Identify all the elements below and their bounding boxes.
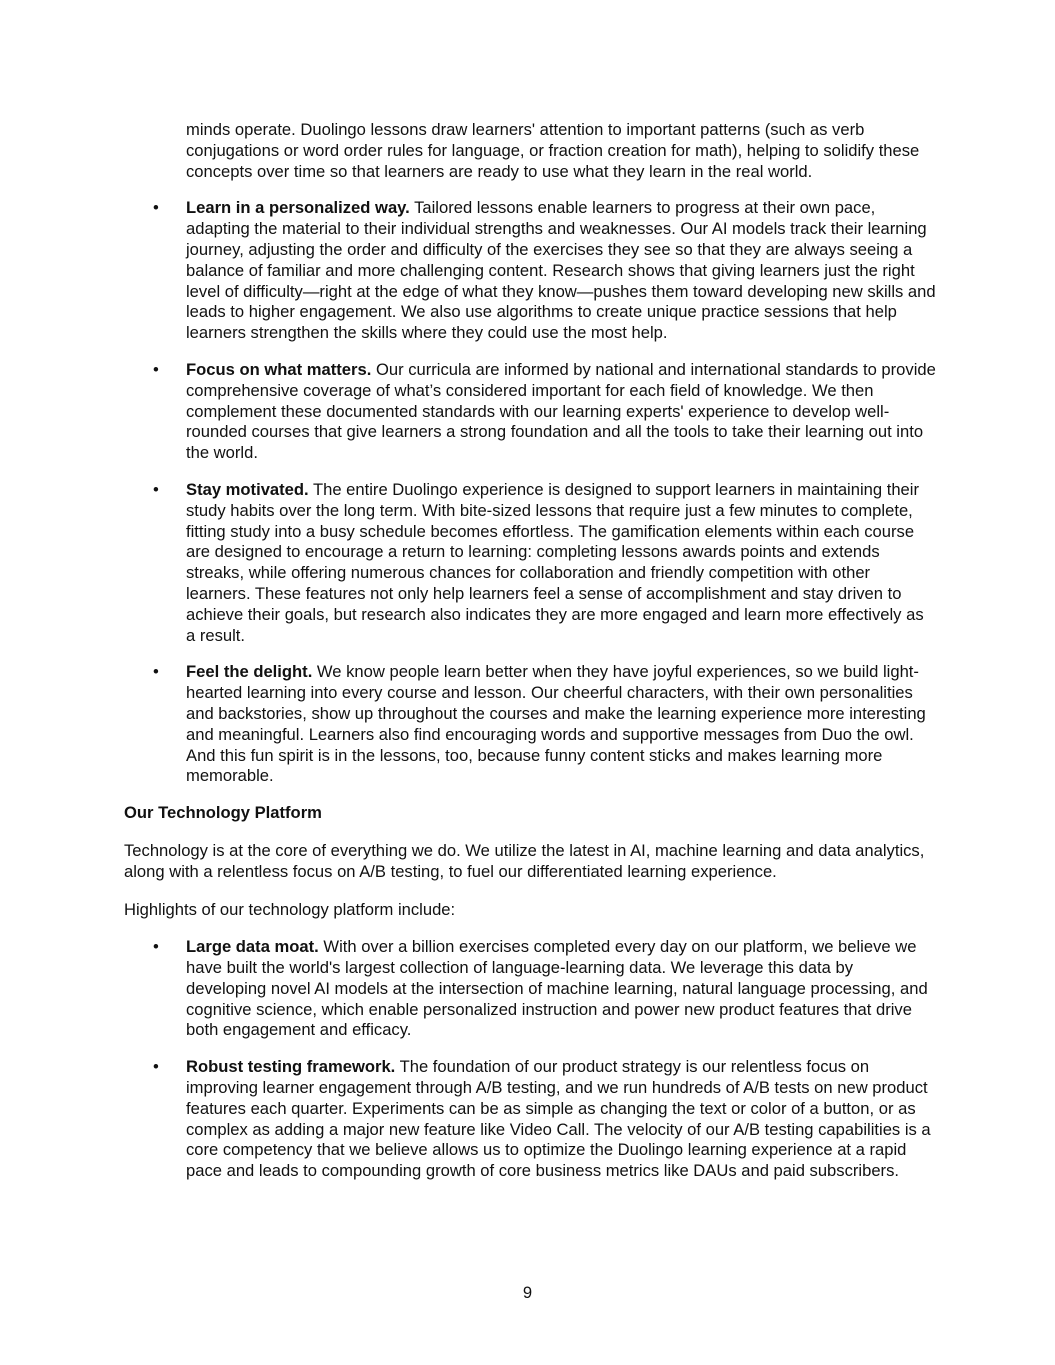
bullet-icon: •	[153, 662, 159, 682]
page-number: 9	[522, 1283, 533, 1302]
bullet-icon: •	[153, 937, 159, 957]
list-item	[124, 937, 936, 1041]
page-content	[124, 120, 936, 1198]
item-text: The entire Duolingo experience is designed to support learners in maintaining their study habits over the long term. With bite-sized lessons that require just a few minutes to complete, fitting study into a busy schedule becomes effortless. The gamification elements within each course are designed to encourage a return to learning: completing lessons awards points and extends streaks, while offering numerous chances for collaboration and friendly competition with other learners. These features not only help learners feel a sense of accomplishment and stay driven to achieve their goals, but research also indicates they are more engaged and learn more effectively as a result.	[186, 479, 924, 645]
item-lead: Focus on what matters.	[186, 359, 372, 379]
item-text: Tailored lessons enable learners to progress at their own pace, adapting the material to their individual strengths and weaknesses. Our AI models track their learning journey, adjusting the order and difficulty of the exercises they see so that they are always seeing a balance of familiar and more challenging content. Research shows that giving learners just the right level of difficulty—right at the edge of what they know—pushes them toward developing new skills and leads to higher engagement. We also use algorithms to create unique practice sessions that help learners strengthen the skills where they could use the most help.	[186, 198, 936, 343]
item-lead: Large data moat.	[186, 937, 319, 957]
highlights-list	[124, 937, 936, 1182]
item-lead: Feel the delight.	[186, 662, 313, 682]
section-heading: Our Technology Platform	[124, 803, 322, 823]
highlights-intro-paragraph: Highlights of our technology platform include:	[124, 899, 456, 919]
item-text: With over a billion exercises completed every day on our platform, we believe we have built the world's largest collection of language-learning data. We leverage this data by developing novel AI models at the intersection of machine learning, natural language processing, and cognitive science, which enable personalized instruction and power new product features that drive both engagement and efficacy.	[186, 937, 928, 1040]
principles-list	[124, 198, 936, 787]
continuation-paragraph: minds operate. Duolingo lessons draw learners' attention to important patterns (such as verb conjugations or word order rules for language, or fraction creation for math), helping to solidify these concepts over time so that learners are ready to use what they learn in the real world.	[186, 120, 920, 181]
list-item	[124, 480, 936, 646]
list-item	[124, 360, 936, 464]
item-text: The foundation of our product strategy is our relentless focus on improving learner engagement through A/B testing, and we run hundreds of A/B tests on new product features each quarter. Experiments can be as simple as changing the text or color of a button, or as complex as adding a major new feature like Video Call. The velocity of our A/B testing capabilities is a core competency that we believe allows us to optimize the Duolingo learning experience at a rapid pace and leads to compounding growth of core business metrics like DAUs and paid subscribers.	[186, 1057, 931, 1181]
item-text: We know people learn better when they have joyful experiences, so we build light-hearted learning into every course and lesson. Our cheerful characters, with their own personalities and backstories, show up throughout the courses and make the learning experience more interesting and meaningful. Learners also find encouraging words and supportive messages from Duo the owl. And this fun spirit is in the lessons, too, because funny content sticks and makes learning more memorable.	[186, 662, 926, 786]
bullet-icon: •	[153, 359, 159, 379]
list-item	[124, 198, 936, 344]
tech-intro-paragraph: Technology is at the core of everything we do. We utilize the latest in AI, machine learning and data analytics, along with a relentless focus on A/B testing, to fuel our differentiated learning experience.	[124, 840, 925, 881]
list-item	[124, 1057, 936, 1182]
item-text: Our curricula are informed by national and international standards to provide comprehensive coverage of what’s considered important for each field of knowledge. We then complement these documented standards with our learning experts' experience to develop well-rounded courses that give learners a strong foundation and all the tools to take their learning out into the world.	[186, 359, 936, 463]
bullet-icon: •	[153, 198, 159, 218]
item-lead: Robust testing framework.	[186, 1057, 396, 1077]
bullet-icon: •	[153, 1057, 159, 1077]
bullet-icon: •	[153, 479, 159, 499]
item-lead: Stay motivated.	[186, 479, 309, 499]
item-lead: Learn in a personalized way.	[186, 198, 410, 218]
list-item	[124, 662, 936, 787]
